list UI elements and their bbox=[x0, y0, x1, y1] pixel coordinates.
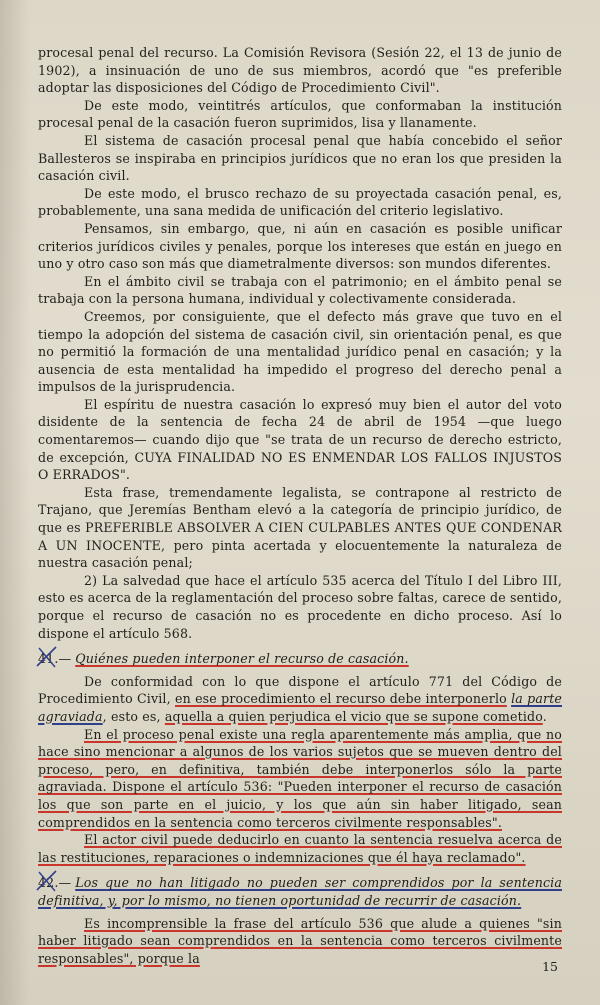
paragraph-unification: De este modo, el brusco rechazo de su proyectada casación penal, es, probablemente, una sana medida de unificación del criterio legislativo. bbox=[38, 185, 562, 219]
binding-shadow bbox=[0, 0, 30, 1005]
section-title: Los que no han litigado no pueden ser comprendidos por la sentencia definitiva, y, por lo mismo, no tienen oportunidad de recurrir de casación. bbox=[38, 875, 562, 908]
paragraph-article-535: 2) La salvedad que hace el artículo 535 acerca del Título I del Libro III, esto es acerca de la reglamentación del proceso sobre faltas, carece de sentido, porque el recurso de casación no es procedente en dicho proceso. Así lo dispone el artículo 568. bbox=[38, 572, 562, 641]
paragraph-dissenting-vote: El espíritu de nuestra casación lo expresó muy bien el autor del voto disidente de la sentencia de fecha 24 de abril de 1954 —que luego comentaremos— cuando dijo que "se trata de un recurso de derecho estricto, de excepción, CUYA FINALIDAD NO ES ENMENDAR LOS FALLOS INJUSTOS O ERRADOS". bbox=[38, 396, 562, 483]
paragraph-incomprehensible: Es incomprensible la frase del artículo 536 que alude a quienes "sin haber litigado sean comprendidos en la sentencia como terceros civilmente responsables", porque la bbox=[38, 915, 562, 966]
paragraph-ballesteros: El sistema de casación procesal penal que había concebido el señor Ballesteros se inspiraba en principios jurídicos que no eran los que presiden la casación civil. bbox=[38, 132, 562, 184]
page-number: 15 bbox=[542, 959, 558, 974]
section-heading-42 bbox=[38, 874, 562, 909]
section-number: 41.— bbox=[38, 650, 71, 668]
section-number: 42.— bbox=[38, 874, 71, 892]
paragraph-article-771: De conformidad con lo que dispone el artículo 771 del Código de Procedimiento Civil, en ese procedimiento el recurso debe interponerlo la parte agraviada, esto es, aquella a quien perjudica el vicio que se supone cometido. bbox=[38, 673, 563, 724]
section-title: Quiénes pueden interponer el recurso de casación. bbox=[75, 651, 409, 667]
paragraph-actor-civil: El actor civil puede deducirlo en cuanto la sentencia resuelva acerca de las restituciones, reparaciones o indemnizaciones que él haya reclamado". bbox=[38, 832, 562, 865]
paragraph-articles-suppressed: De este modo, veintitrés artículos, que conformaban la institución procesal penal de la casación fueron suprimidos, lisa y llanamente. bbox=[38, 97, 562, 131]
paragraph-civil-vs-penal: En el ámbito civil se trabaja con el patrimonio; en el ámbito penal se trabaja con la persona humana, individual y colectivamente considerada. bbox=[38, 273, 562, 307]
paragraph-bentham: Esta frase, tremendamente legalista, se contrapone al restricto de Trajano, que Jeremías Bentham elevó a la categoría de principio jurídico, de que es PREFERIBLE ABSOLVER A CIEN CULPABLES ANTES QUE CONDENAR A UN INOCENTE, pero pinta acertada y elocuentemente la naturaleza de nuestra casación penal; bbox=[38, 484, 562, 571]
section-heading-41 bbox=[38, 650, 562, 668]
paragraph-article-536: En el proceso penal existe una regla aparentemente más amplia, que no hace sino mencionar a algunos de los varios sujetos que se mueven dentro del proceso, pero, en definitiva, también debe interponerlos sólo la parte agraviada. Dispone el artículo 536: "Pueden interponer el recurso de casación los que son parte en el juicio, y los que aún sin haber litigado, sean comprendidos en la sentencia como terceros civilmente responsables". bbox=[38, 726, 562, 830]
page-body bbox=[38, 44, 562, 967]
paragraph-defect: Creemos, por consiguiente, que el defecto más grave que tuvo en el tiempo la adopción del sistema de casación civil, sin orientación penal, es que no permitió la formación de una mentalidad jurídico penal en casación; y la ausencia de esta mentalidad ha impedido el progreso del derecho penal a impulsos de la jurisprudencia. bbox=[38, 308, 562, 395]
paragraph-criteria: Pensamos, sin embargo, que, ni aún en casación es posible unificar criterios jurídicos civiles y penales, porque los intereses que están en juego en uno y otro caso son más que diametralmente diversos: son mundos diferentes. bbox=[38, 220, 562, 272]
paragraph-continuation: procesal penal del recurso. La Comisión Revisora (Sesión 22, el 13 de junio de 1902), a insinuación de uno de sus miembros, acordó que "es preferible adoptar las disposiciones del Código de Procedimiento Civil". bbox=[38, 45, 562, 96]
